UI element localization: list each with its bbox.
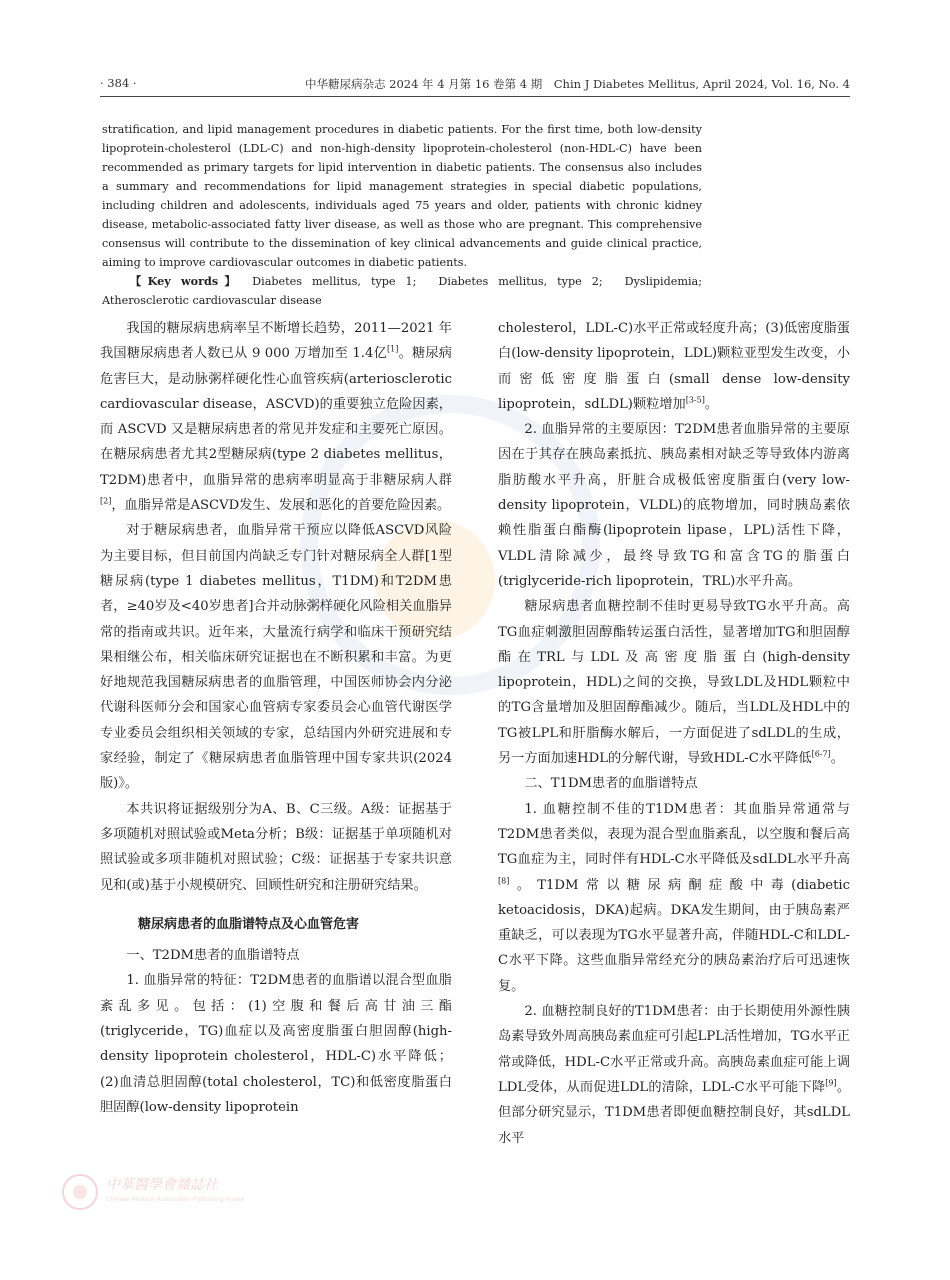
text-run: 1. 血糖控制不佳的T1DM患者：其血脂异常通常与T2DM患者类似，表现为混合型血脂紊乱，以空腹和餐后高TG血症为主，同时伴有HDL-C水平降低及sdLDL水平升高 xyxy=(498,801,850,868)
right-column xyxy=(498,316,850,1151)
publisher-seal-icon xyxy=(62,1174,98,1210)
paragraph xyxy=(498,999,850,1151)
paragraph xyxy=(498,797,850,999)
abstract-section xyxy=(102,120,702,310)
text-run: 。 xyxy=(830,751,844,767)
text-run: 。糖尿病危害巨大，是动脉粥样硬化性心血管疾病(arteriosclerotic cardiovascular disease，ASCVD)的重要独立危险因素，而 ASCVD 又是糖尿病患者的常见并发症和主要死亡原因。在糖尿病患者尤其2型糖尿病(type 2 diabetes mellitus，T2DM)患者中，血脂异常的患病率明显高于非糖尿病人群 xyxy=(100,346,452,488)
paragraph xyxy=(100,316,452,518)
citation[interactable]: [3-5] xyxy=(685,395,705,405)
publisher-name-cn: 中華醫學會雜誌社 xyxy=(106,1177,218,1193)
citation[interactable]: [2] xyxy=(100,496,112,506)
header-rule xyxy=(100,96,850,97)
text-run: cholesterol，LDL-C)水平正常或轻度升高；(3)低密度脂蛋白(low-density lipoprotein，LDL)颗粒亚型发生改变，小而密低密度脂蛋白(small dense low-density lipoprotein，sdLDL)颗粒增加 xyxy=(498,321,850,412)
citation[interactable]: [8] xyxy=(498,876,510,886)
page-header xyxy=(100,76,850,96)
text-run: 。 xyxy=(704,396,719,412)
keywords-label: 【Key words】 xyxy=(130,274,243,288)
keyword: Dyslipidemia; xyxy=(624,275,702,288)
keyword: Diabetes mellitus, type 2; xyxy=(438,275,603,288)
left-column xyxy=(100,316,452,1120)
keyword: Diabetes mellitus, type 1; xyxy=(252,275,417,288)
paragraph: 2. 血脂异常的主要原因：T2DM患者血脂异常的主要原因在于其存在胰岛素抵抗、胰岛素相对缺乏等导致体内游离脂肪酸水平升高，肝脏合成极低密度脂蛋白(very low-density lipoprotein，VLDL)的底物增加，同时胰岛素依赖性脂蛋白酯酶(lipoprotein lipase，LPL)活性下降，VLDL清除减少，最终导致TG和富含TG的脂蛋白(triglyceride-rich lipoprotein，TRL)水平升高。 xyxy=(498,422,850,589)
paragraph xyxy=(498,316,850,417)
text-run: 。T1DM常以糖尿病酮症酸中毒(diabetic ketoacidosis，DKA)起病。DKA发生期间，由于胰岛素严重缺乏，可以表现为TG水平显著升高，伴随HDL-C和LDL-C水平下降。这些血脂异常经充分的胰岛素治疗后可迅速恢复。 xyxy=(498,877,850,994)
publisher-watermark xyxy=(62,1170,322,1220)
abstract-text: stratification, and lipid management procedures in diabetic patients. For the first time, both low-density lipoprotein-cholesterol (LDL-C) and non-high-density lipoprotein-cholesterol (non-HDL-C) have been recommended as primary targets for lipid intervention in diabetic patients. The consensus also includes a summary and recommendations for lipid management strategies in special diabetic populations, including children and adolescents, individuals aged 75 years and older, patients with chronic kidney disease, metabolic-associated fatty liver disease, as well as those who are pregnant. This comprehensive consensus will contribute to the dissemination of key clinical advancements and guide clinical practice, aiming to improve cardiovascular outcomes in diabetic patients. xyxy=(102,123,702,269)
citation[interactable]: [9] xyxy=(825,1078,837,1088)
subsection-heading: 二、T1DM患者的血脂谱特点 xyxy=(524,776,698,792)
text-run: 糖尿病患者血糖控制不佳时更易导致TG水平升高。高TG血症刺激胆固醇酯转运蛋白活性，显著增加TG和胆固醇酯在TRL与LDL及高密度脂蛋白(high-density lipoprotein，HDL)之间的交换，导致LDL及HDL颗粒中的TG含量增加及胆固醇酯减少。随后，当LDL及HDL中的TG被LPL和肝脂酶水解后，一方面促进了sdLDL的生成，另一方面加速HDL的分解代谢，导致HDL-C水平降低 xyxy=(498,599,850,767)
keyword: Atherosclerotic cardiovascular disease xyxy=(102,294,322,307)
subsection-heading: 一、T2DM患者的血脂谱特点 xyxy=(126,948,300,964)
text-run: 2. 血糖控制良好的T1DM患者：由于长期使用外源性胰岛素导致外周高胰岛素血症可引起LPL活性增加，TG水平正常或降低，HDL-C水平正常或升高。高胰岛素血症可能上调LDL受体，从而促进LDL的清除，LDL-C水平可能下降 xyxy=(498,1004,850,1095)
citation[interactable]: [1] xyxy=(387,344,399,354)
text-run: ，血脂异常是ASCVD发生、发展和恶化的首要危险因素。 xyxy=(111,498,451,514)
journal-citation: 中华糖尿病杂志 2024 年 4 月第 16 卷第 4 期 Chin J Diabetes Mellitus, April 2024, Vol. 16, No. 4 xyxy=(304,77,850,91)
keywords xyxy=(102,272,702,310)
section-heading: 糖尿病患者的血脂谱特点及心血管危害 xyxy=(138,916,360,932)
paragraph: 1. 血脂异常的特征：T2DM患者的血脂谱以混合型血脂紊乱多见。包括：(1)空腹和餐后高甘油三酯(triglyceride，TG)血症以及高密度脂蛋白胆固醇(high-density lipoprotein cholesterol，HDL-C)水平降低；(2)血清总胆固醇(total cholesterol，TC)和低密度脂蛋白胆固醇(low-density lipoprotein xyxy=(100,973,452,1115)
paragraph: 本共识将证据级别分为A、B、C三级。A级：证据基于多项随机对照试验或Meta分析；B级：证据基于单项随机对照试验或多项非随机对照试验；C级：证据基于专家共识意见和(或)基于小规模研究、回顾性研究和注册研究结果。 xyxy=(100,801,452,893)
text-run: 我国的糖尿病患病率呈不断增长趋势，2011—2021 年我国糖尿病患者人数已从 9 000 万增加至 1.4亿 xyxy=(100,321,452,362)
text-run: 。但部分研究显示，T1DM患者即便血糖控制良好，其sdLDL水平 xyxy=(498,1079,851,1146)
paragraph xyxy=(498,594,850,771)
page-number: · 384 · xyxy=(100,76,137,90)
citation[interactable]: [6-7] xyxy=(811,749,831,759)
paragraph: 对于糖尿病患者，血脂异常干预应以降低ASCVD风险为主要目标，但目前国内尚缺乏专门针对糖尿病全人群[1型糖尿病(type 1 diabetes mellitus，T1DM)和T2DM患者，≥40岁及<40岁患者]合并动脉粥样硬化风险相关血脂异常的指南或共识。近年来，大量流行病学和临床干预研究结果相继公布，相关临床研究证据也在不断积累和丰富。为更好地规范我国糖尿病患者的血脂管理，中国医师协会内分泌代谢科医师分会和国家心血管病专家委员会心血管代谢医学专业委员会组织相关领域的专家，总结国内外研究进展和专家经验，制定了《糖尿病患者血脂管理中国专家共识(2024版)》。 xyxy=(100,523,452,792)
publisher-name-en: Chinese Medical Association Publishing House xyxy=(106,1196,245,1203)
